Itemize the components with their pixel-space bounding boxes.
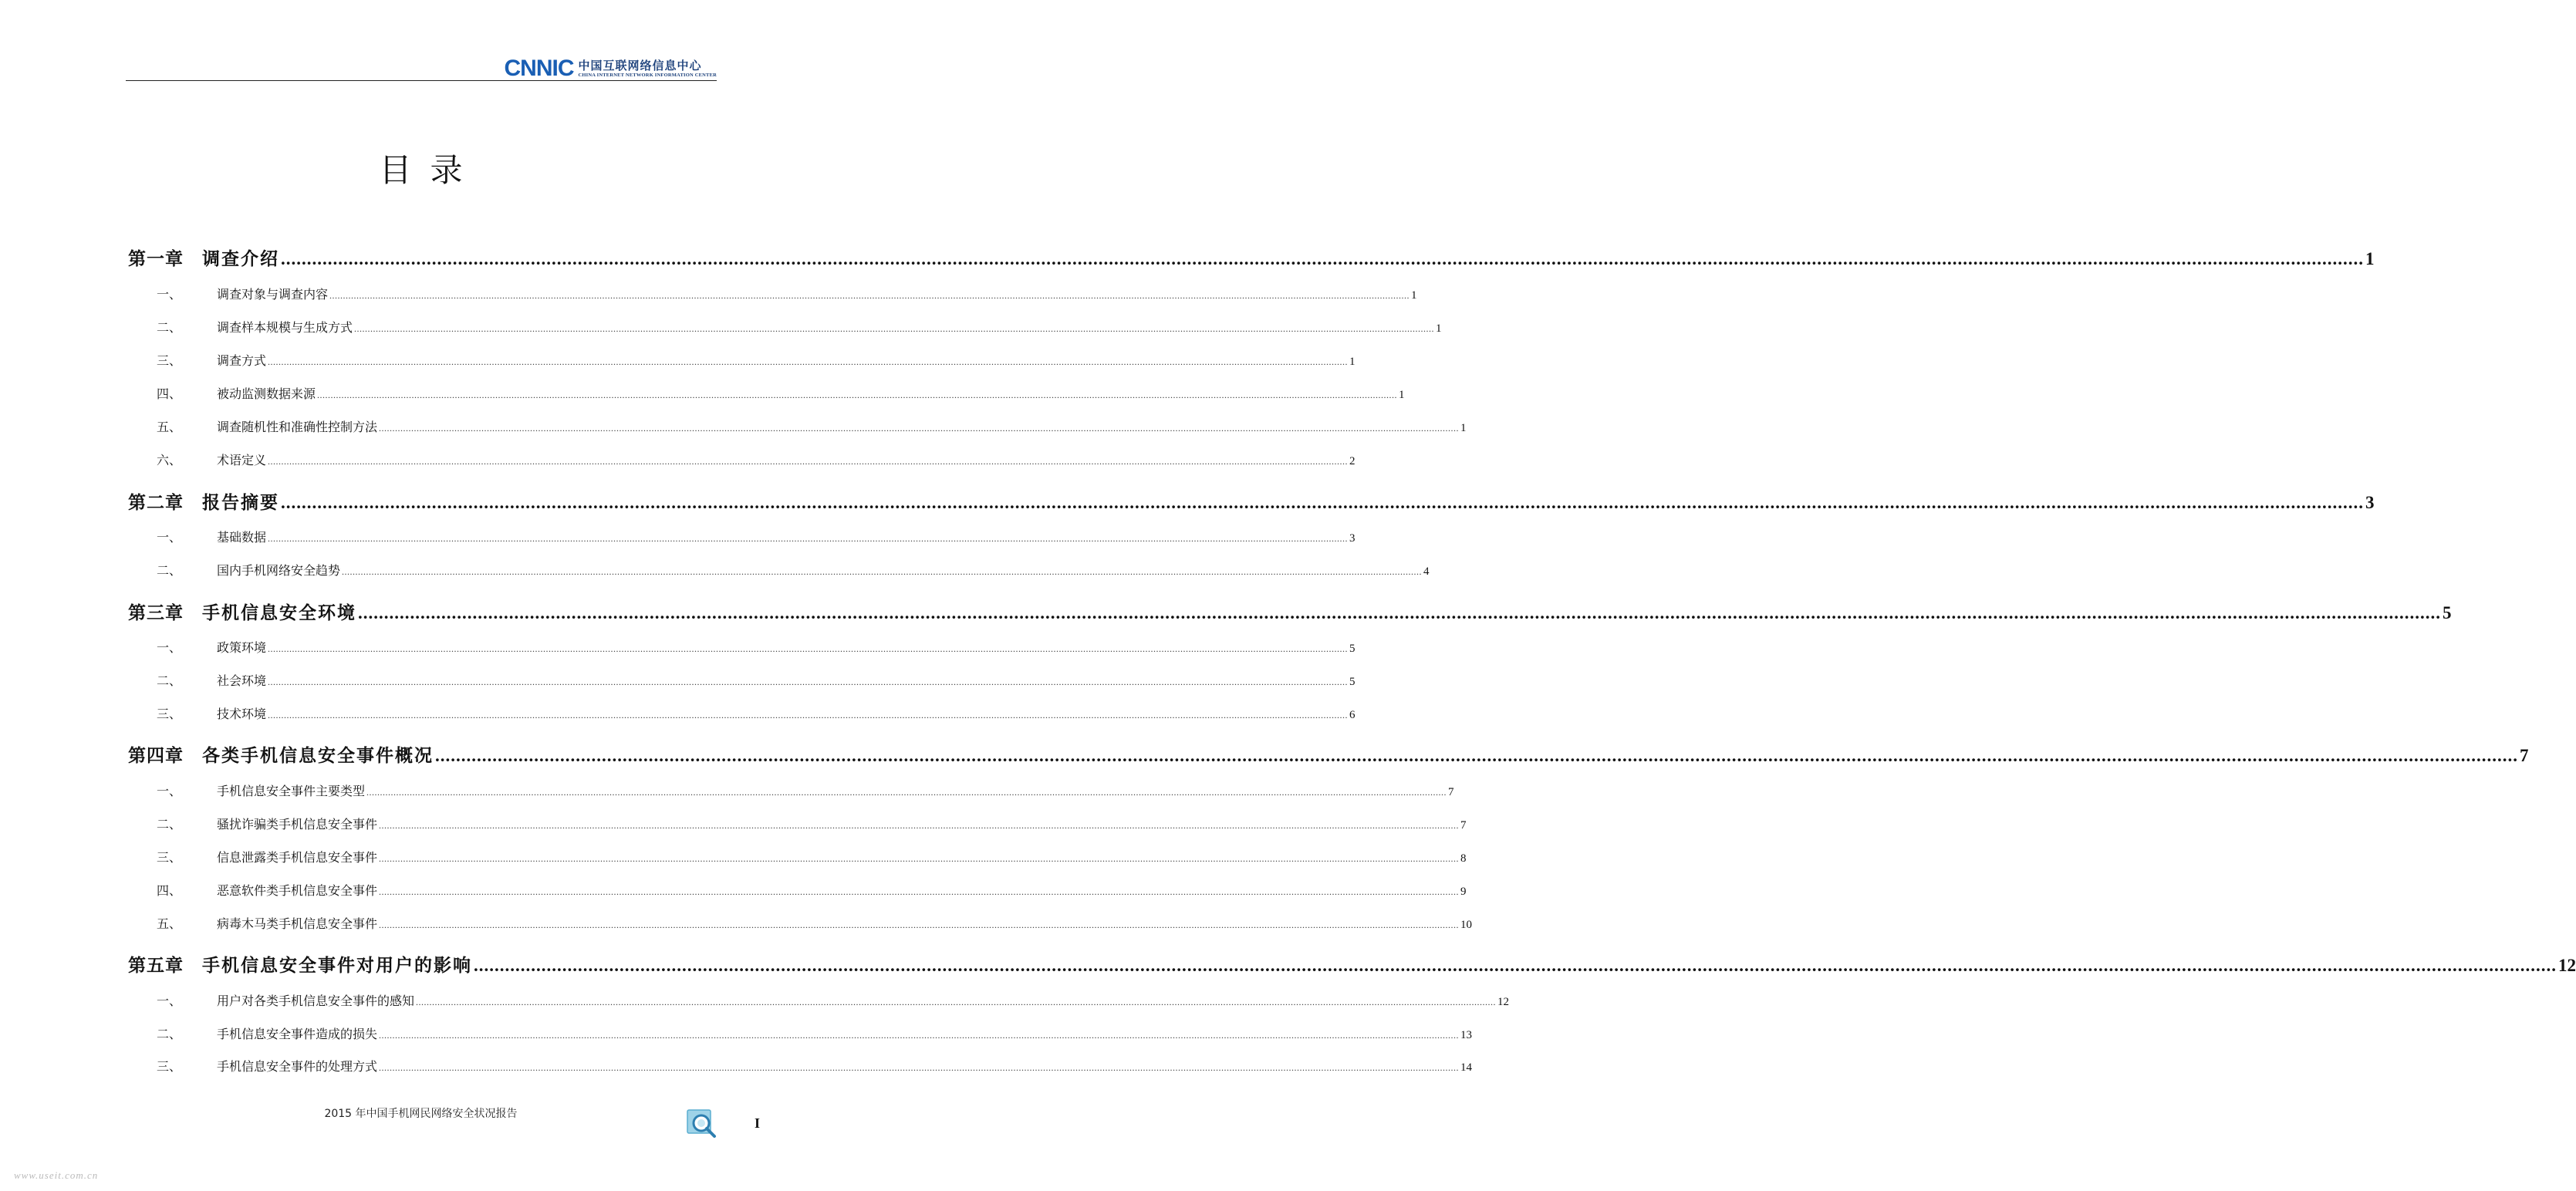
toc-section-entry[interactable]	[128, 1057, 1473, 1075]
toc-entry-label: 信息泄露类手机信息安全事件	[217, 850, 378, 865]
toc-entry-page: 13	[1460, 1029, 1473, 1041]
toc-entry-number: 第四章	[128, 746, 184, 766]
toc-entry-page: 10	[1460, 919, 1473, 931]
toc-entry-page: 5	[2443, 603, 2452, 622]
toc-entry-page: 14	[1460, 1061, 1473, 1074]
logo-mark: CNNIC	[504, 56, 574, 81]
toc-leader-dots: ................................................................................................................................................................................................................................................................................................................................................................................................................	[317, 390, 1398, 400]
toc-entry-label: 调查介绍	[202, 249, 279, 269]
toc-section-entry[interactable]	[128, 671, 1356, 689]
toc-leader-dots: ................................................................................................................................................................................................................................................................................................................................................................................................................	[268, 456, 1349, 467]
toc-section-entry[interactable]	[128, 914, 1473, 932]
toc-entry-label: 各类手机信息安全事件概况	[202, 746, 434, 766]
toc-entry-page: 12	[2558, 956, 2576, 975]
toc-entry-label: 手机信息安全环境	[202, 603, 356, 623]
toc-entry-label: 社会环境	[217, 673, 267, 688]
toc-entry-page: 2	[1349, 455, 1356, 467]
page-title: 目录	[379, 151, 481, 189]
toc-leader-dots: ................................................................................................................................................................................................................................................................................................................................................................................................................	[379, 853, 1460, 864]
toc-entry-page: 7	[1460, 819, 1467, 832]
toc-entry-label: 手机信息安全事件对用户的影响	[202, 956, 472, 976]
toc-entry-page: 7	[1448, 786, 1454, 798]
page-header	[126, 56, 717, 82]
toc-chapter-entry[interactable]	[128, 741, 2529, 767]
toc-leader-dots: ................................................................................................................................................................................................................................................................................................................................................................................................................	[379, 919, 1460, 930]
toc-leader-dots: ................................................................................................................................................................................................................................................................................................................................................................................................................	[379, 423, 1460, 434]
toc-entry-number: 三、	[157, 1059, 182, 1074]
toc-chapter-entry[interactable]	[128, 488, 2375, 514]
toc-section-entry[interactable]	[128, 384, 1405, 402]
toc-leader-dots: ................................................................................................................................................................................................................................................................................................................................................................................................................	[416, 997, 1497, 1007]
toc-entry-number: 第一章	[128, 249, 184, 269]
toc-leader-dots: ................................................................................................................................................................................................................................................................................................................................................................................................................	[354, 323, 1435, 334]
toc-entry-label: 调查对象与调查内容	[217, 287, 329, 302]
toc-entry-number: 四、	[157, 883, 182, 898]
toc-section-entry[interactable]	[128, 991, 1510, 1009]
toc-leader-dots: ................................................................................................................................................................................................................................................................................................................................................................................................................	[268, 710, 1349, 720]
toc-entry-page: 1	[2365, 249, 2375, 268]
toc-entry-page: 3	[2365, 493, 2375, 512]
toc-section-entry[interactable]	[128, 450, 1356, 468]
toc-entry-label: 手机信息安全事件主要类型	[217, 784, 366, 798]
toc-section-entry[interactable]	[128, 815, 1467, 832]
toc-entry-number: 第三章	[128, 603, 184, 623]
toc-leader-dots: ................................................................................................................................................................................................................................................................................................................................................................................................................	[366, 787, 1447, 798]
toc-entry-label: 调查随机性和准确性控制方法	[217, 420, 378, 434]
logo-english-name: CHINA INTERNET NETWORK INFORMATION CENTER	[578, 73, 717, 78]
toc-section-entry[interactable]	[128, 1024, 1473, 1042]
toc-leader-dots: ................................................................................................................................................................................................................................................................................................................................................................................................................	[268, 676, 1349, 687]
cnnic-logo	[504, 57, 717, 80]
toc-leader-dots: ................................................................................................................................................................................................................................................................................................................................................................................................................	[342, 566, 1423, 577]
toc-section-entry[interactable]	[128, 417, 1467, 435]
toc-entry-label: 手机信息安全事件的处理方式	[217, 1059, 378, 1074]
toc-entry-page: 1	[1349, 356, 1356, 368]
toc-entry-number: 二、	[157, 320, 182, 335]
toc-entry-number: 二、	[157, 673, 182, 688]
toc-entry-label: 术语定义	[217, 453, 267, 467]
toc-entry-page: 8	[1460, 852, 1467, 865]
toc-entry-label: 调查方式	[217, 353, 267, 368]
toc-entry-number: 一、	[157, 784, 182, 798]
toc-section-entry[interactable]	[128, 318, 1442, 336]
toc-entry-number: 五、	[157, 420, 182, 434]
toc-leader-dots: ................................................................................................................................................................................................................................................................................................................................................................................................................	[379, 886, 1460, 897]
toc-entry-number: 一、	[157, 994, 182, 1008]
toc-section-entry[interactable]	[128, 781, 1454, 799]
toc-section-entry[interactable]	[128, 881, 1467, 899]
toc-leader-dots: ................................................................................................................................................................................................................................................................................................................................................................................................................	[435, 746, 2518, 765]
toc-entry-number: 二、	[157, 817, 182, 832]
toc-entry-page: 5	[1349, 676, 1356, 688]
toc-section-entry[interactable]	[128, 704, 1356, 722]
toc-entry-label: 政策环境	[217, 640, 267, 655]
watermark: www.useit.com.cn	[14, 1169, 99, 1181]
toc-chapter-entry[interactable]	[128, 245, 2375, 270]
toc-entry-label: 骚扰诈骗类手机信息安全事件	[217, 817, 378, 832]
toc-entry-label: 病毒木马类手机信息安全事件	[217, 916, 378, 931]
toc-entry-number: 二、	[157, 563, 182, 578]
toc-entry-page: 1	[1460, 422, 1467, 434]
toc-entry-label: 技术环境	[217, 707, 267, 721]
toc-leader-dots: ................................................................................................................................................................................................................................................................................................................................................................................................................	[268, 533, 1349, 544]
toc-entry-number: 一、	[157, 287, 182, 302]
toc-leader-dots: ................................................................................................................................................................................................................................................................................................................................................................................................................	[268, 356, 1349, 367]
toc-entry-label: 基础数据	[217, 530, 267, 545]
toc-entry-page: 1	[1436, 322, 1442, 335]
toc-entry-label: 国内手机网络安全趋势	[217, 563, 341, 578]
toc-entry-label: 报告摘要	[202, 493, 279, 513]
toc-leader-dots: ................................................................................................................................................................................................................................................................................................................................................................................................................	[268, 643, 1349, 654]
toc-section-entry[interactable]	[128, 848, 1467, 865]
toc-entry-label: 被动监测数据来源	[217, 386, 316, 401]
toc-entry-number: 四、	[157, 386, 182, 401]
toc-entry-page: 5	[1349, 643, 1356, 655]
toc-entry-page: 7	[2520, 746, 2529, 765]
toc-entry-number: 三、	[157, 353, 182, 368]
toc-section-entry[interactable]	[128, 285, 1417, 302]
toc-chapter-entry[interactable]	[128, 599, 2452, 624]
toc-entry-page: 1	[1411, 289, 1417, 302]
logo-text	[578, 59, 717, 79]
toc-entry-number: 三、	[157, 707, 182, 721]
toc-leader-dots: ................................................................................................................................................................................................................................................................................................................................................................................................................	[474, 956, 2557, 975]
toc-entry-page: 12	[1497, 996, 1510, 1008]
toc-entry-label: 用户对各类手机信息安全事件的感知	[217, 994, 415, 1008]
toc-leader-dots: ................................................................................................................................................................................................................................................................................................................................................................................................................	[329, 290, 1410, 301]
toc-entry-page: 1	[1399, 389, 1405, 401]
toc-section-entry[interactable]	[128, 561, 1430, 579]
toc-section-entry[interactable]	[128, 528, 1356, 545]
toc-entry-page: 6	[1349, 709, 1356, 721]
toc-entry-page: 9	[1460, 886, 1467, 898]
toc-section-entry[interactable]	[128, 638, 1356, 656]
page-number: I	[755, 1115, 761, 1131]
toc-section-entry[interactable]	[128, 351, 1356, 369]
toc-leader-dots: ................................................................................................................................................................................................................................................................................................................................................................................................................	[379, 1030, 1460, 1041]
toc-entry-number: 一、	[157, 640, 182, 655]
toc-leader-dots: ................................................................................................................................................................................................................................................................................................................................................................................................................	[281, 493, 2364, 512]
toc-entry-number: 一、	[157, 530, 182, 545]
toc-entry-label: 恶意软件类手机信息安全事件	[217, 883, 378, 898]
toc-entry-number: 五、	[157, 916, 182, 931]
toc-leader-dots: ................................................................................................................................................................................................................................................................................................................................................................................................................	[379, 820, 1460, 831]
toc-entry-number: 二、	[157, 1027, 182, 1041]
toc-entry-number: 六、	[157, 453, 182, 467]
toc-entry-number: 第五章	[128, 956, 184, 976]
magnifier-logo-icon	[687, 1109, 717, 1139]
toc-chapter-entry[interactable]	[128, 951, 2576, 977]
toc-entry-page: 4	[1423, 565, 1430, 578]
toc-entry-number: 三、	[157, 850, 182, 865]
footer-report-title: 2015 年中国手机网民网络安全状况报告	[324, 1108, 518, 1120]
logo-chinese-name: 中国互联网络信息中心	[578, 59, 702, 73]
toc-entry-page: 3	[1349, 532, 1356, 545]
toc-entry-number: 第二章	[128, 493, 184, 513]
toc-entry-label: 调查样本规模与生成方式	[217, 320, 353, 335]
header-rule	[126, 80, 717, 81]
toc-leader-dots: ................................................................................................................................................................................................................................................................................................................................................................................................................	[281, 249, 2364, 268]
toc-leader-dots: ................................................................................................................................................................................................................................................................................................................................................................................................................	[379, 1062, 1460, 1073]
toc-leader-dots: ................................................................................................................................................................................................................................................................................................................................................................................................................	[358, 603, 2441, 622]
toc-entry-label: 手机信息安全事件造成的损失	[217, 1027, 378, 1041]
